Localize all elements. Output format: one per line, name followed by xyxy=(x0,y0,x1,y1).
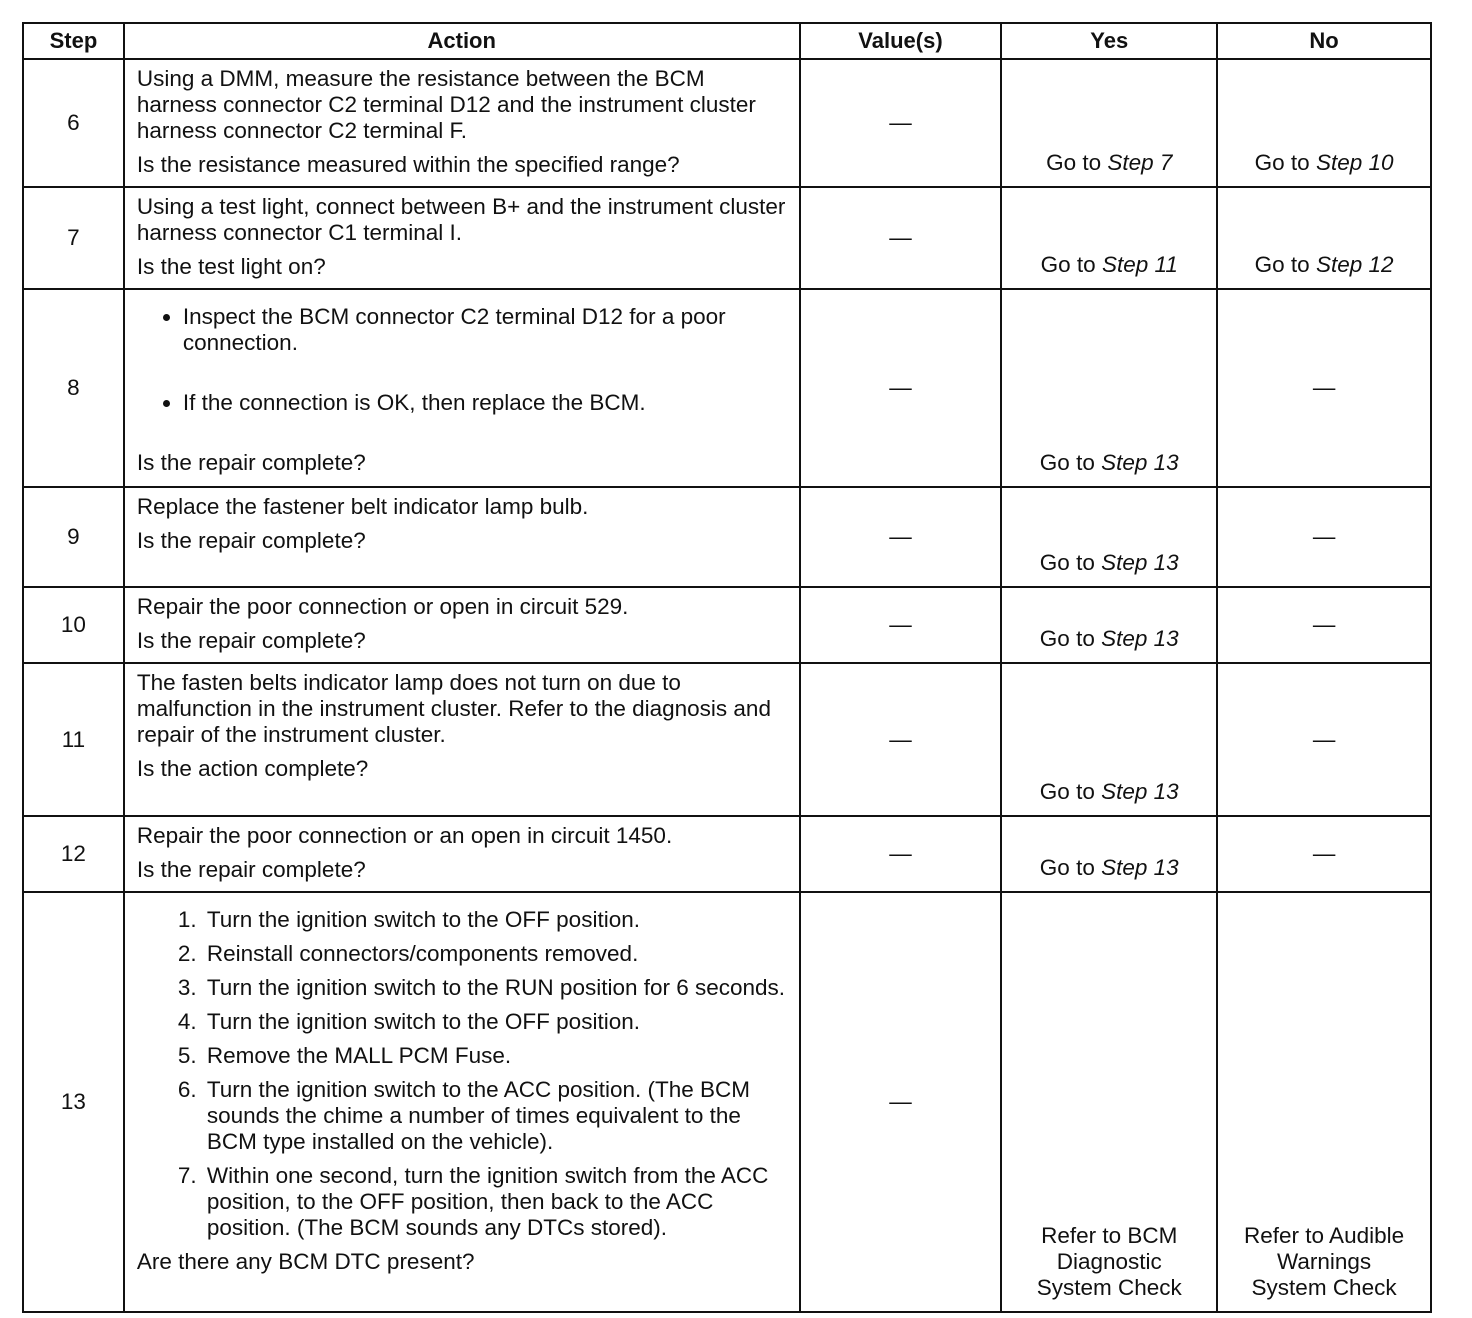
action-question: Is the resistance measured within the specified range? xyxy=(136,152,680,177)
no-cell: — xyxy=(1217,816,1431,892)
goto-prefix: Go to xyxy=(1039,450,1095,475)
step-link: Step 13 xyxy=(1101,550,1179,575)
step-link: Step 11 xyxy=(1101,252,1178,277)
value-cell: — xyxy=(800,892,1002,1312)
action-text: Using a test light, connect between B+ and the instrument cluster harness connector C1 terminal I. xyxy=(136,194,786,245)
goto-prefix: Go to xyxy=(1039,779,1095,804)
step-link: Step 7 xyxy=(1107,150,1173,175)
table-row xyxy=(23,487,1431,587)
value-cell: — xyxy=(800,289,1002,487)
action-question: Is the repair complete? xyxy=(136,528,366,553)
list-item: 5. Remove the MALL PCM Fuse. xyxy=(203,1043,789,1069)
step-link: Step 13 xyxy=(1101,626,1179,651)
step-link: Step 13 xyxy=(1101,779,1179,804)
step-number: 8 xyxy=(23,289,124,487)
action-cell xyxy=(124,587,800,663)
list-item: 7. Within one second, turn the ignition switch from the ACC position, to the OFF position, then back to the ACC position. (The BCM sounds any DTCs stored). xyxy=(203,1163,789,1241)
action-cell xyxy=(124,663,800,816)
list-item: 1. Turn the ignition switch to the OFF position. xyxy=(203,907,789,933)
table-row xyxy=(23,187,1431,289)
table-row xyxy=(23,816,1431,892)
action-text: Replace the fastener belt indicator lamp bulb. xyxy=(136,494,589,519)
step-number: 7 xyxy=(23,187,124,289)
header-yes: Yes xyxy=(1001,23,1217,59)
step-number: 11 xyxy=(23,663,124,816)
action-question: Is the repair complete? xyxy=(136,857,366,882)
value-cell: — xyxy=(800,663,1002,816)
table-row xyxy=(23,587,1431,663)
table-row xyxy=(23,289,1431,487)
step-link: Step 12 xyxy=(1315,252,1394,277)
action-question: Are there any BCM DTC present? xyxy=(136,1249,475,1274)
yes-cell xyxy=(1001,289,1217,487)
action-text: Repair the poor connection or open in circuit 529. xyxy=(136,594,629,619)
no-cell: — xyxy=(1217,487,1431,587)
procedure-list xyxy=(137,907,789,1241)
yes-cell xyxy=(1001,587,1217,663)
list-item: 2. Reinstall connectors/components removed. xyxy=(203,941,789,967)
value-cell: — xyxy=(800,816,1002,892)
goto-prefix: Go to xyxy=(1254,252,1310,277)
action-cell xyxy=(124,487,800,587)
goto-prefix: Go to xyxy=(1040,252,1096,277)
action-question: Is the action complete? xyxy=(136,756,369,781)
action-question: Is the test light on? xyxy=(136,254,326,279)
action-cell xyxy=(124,289,800,487)
yes-cell xyxy=(1001,663,1217,816)
list-item: • If the connection is OK, then replace the BCM. xyxy=(183,390,789,416)
action-question: Is the repair complete? xyxy=(136,450,366,475)
action-text: The fasten belts indicator lamp does not turn on due to malfunction in the instrument cluster. Refer to the diagnosis and repair of the instrument cluster. xyxy=(136,670,771,747)
action-cell xyxy=(124,816,800,892)
action-cell xyxy=(124,59,800,187)
action-question: Is the repair complete? xyxy=(136,628,366,653)
table-row xyxy=(23,892,1431,1312)
diagnostic-table xyxy=(22,22,1432,1313)
table-row xyxy=(23,59,1431,187)
action-cell xyxy=(124,187,800,289)
list-item: 6. Turn the ignition switch to the ACC position. (The BCM sounds the chime a number of times equivalent to the BCM type installed on the vehicle). xyxy=(203,1077,789,1155)
goto-prefix: Go to xyxy=(1039,550,1095,575)
goto-prefix: Go to xyxy=(1039,626,1095,651)
no-cell: — xyxy=(1217,289,1431,487)
value-cell: — xyxy=(800,587,1002,663)
step-number: 6 xyxy=(23,59,124,187)
value-cell: — xyxy=(800,187,1002,289)
header-no: No xyxy=(1217,23,1431,59)
goto-prefix: Go to xyxy=(1254,150,1310,175)
step-number: 12 xyxy=(23,816,124,892)
bullet-list xyxy=(137,304,789,416)
step-number: 10 xyxy=(23,587,124,663)
list-item: 3. Turn the ignition switch to the RUN position for 6 seconds. xyxy=(203,975,789,1001)
step-link: Step 10 xyxy=(1315,150,1394,175)
no-cell: — xyxy=(1217,663,1431,816)
yes-cell: Refer to BCM Diagnostic System Check xyxy=(1001,892,1217,1312)
step-link: Step 13 xyxy=(1101,450,1179,475)
yes-cell xyxy=(1001,187,1217,289)
goto-prefix: Go to xyxy=(1046,150,1102,175)
header-row xyxy=(23,23,1431,59)
no-cell: Refer to Audible Warnings System Check xyxy=(1217,892,1431,1312)
table-row xyxy=(23,663,1431,816)
no-cell: — xyxy=(1217,587,1431,663)
no-cell xyxy=(1217,187,1431,289)
yes-cell xyxy=(1001,816,1217,892)
header-values: Value(s) xyxy=(800,23,1002,59)
step-number: 9 xyxy=(23,487,124,587)
value-cell: — xyxy=(800,59,1002,187)
action-cell xyxy=(124,892,800,1312)
list-item: 4. Turn the ignition switch to the OFF position. xyxy=(203,1009,789,1035)
action-text: Repair the poor connection or an open in circuit 1450. xyxy=(136,823,673,848)
value-cell: — xyxy=(800,487,1002,587)
step-number: 13 xyxy=(23,892,124,1312)
goto-prefix: Go to xyxy=(1039,855,1095,880)
yes-cell xyxy=(1001,59,1217,187)
no-cell xyxy=(1217,59,1431,187)
step-link: Step 13 xyxy=(1101,855,1179,880)
header-step: Step xyxy=(23,23,124,59)
list-item: • Inspect the BCM connector C2 terminal D12 for a poor connection. xyxy=(183,304,789,356)
action-text: Using a DMM, measure the resistance between the BCM harness connector C2 terminal D12 and the instrument cluster harness connector C2 terminal F. xyxy=(136,66,756,143)
header-action: Action xyxy=(124,23,800,59)
yes-cell xyxy=(1001,487,1217,587)
